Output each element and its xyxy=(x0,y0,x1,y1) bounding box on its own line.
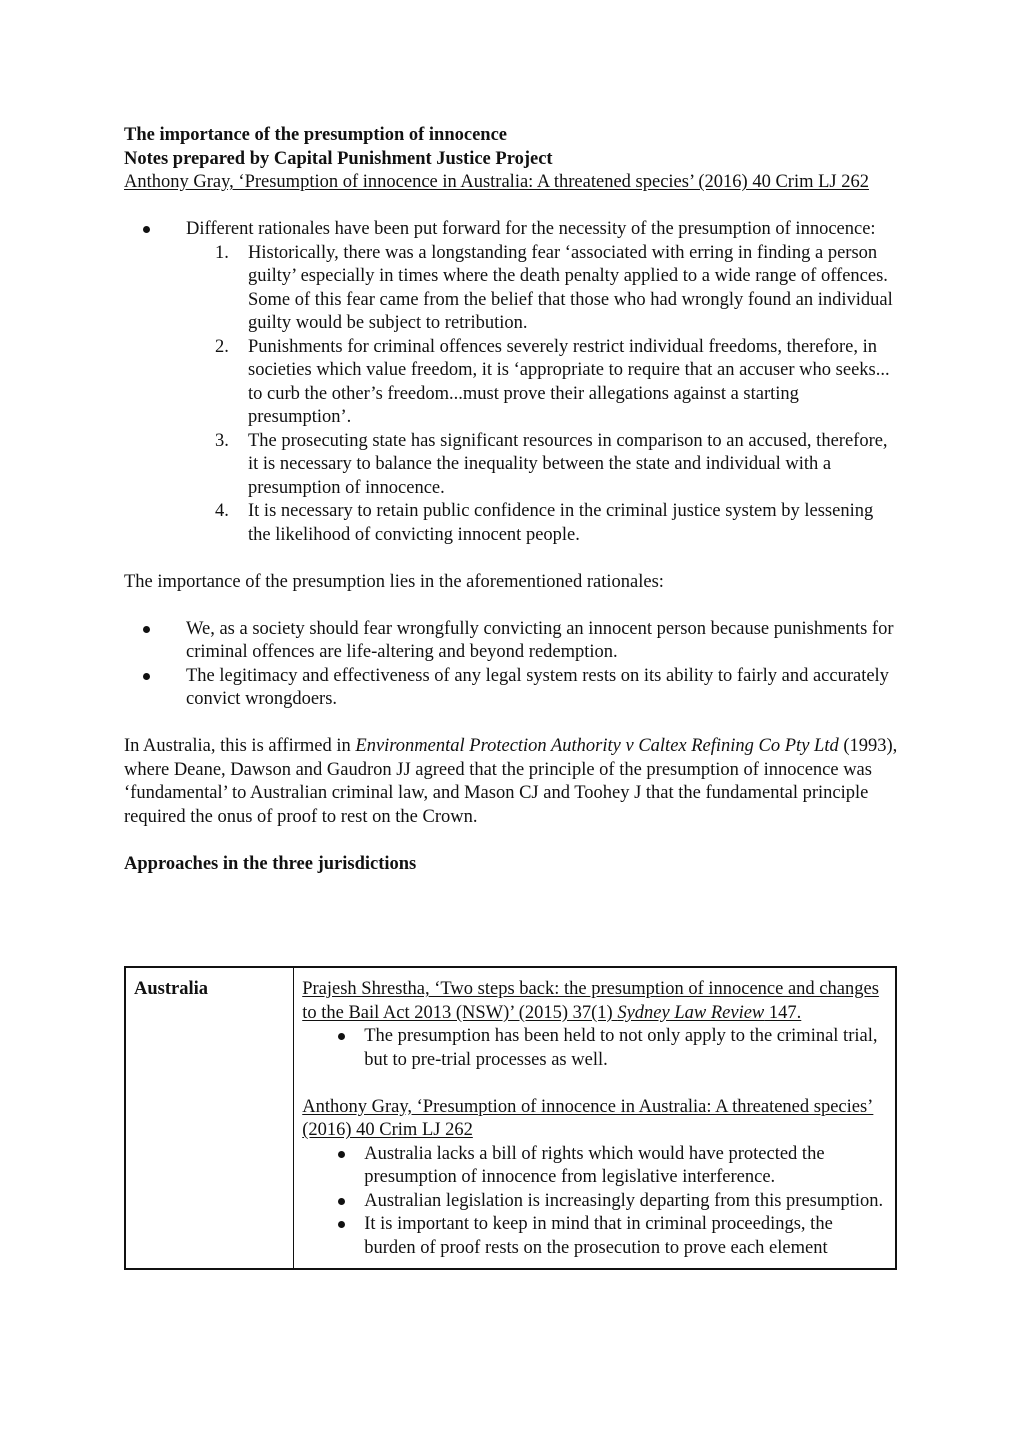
jurisdiction-cell: Australia xyxy=(125,967,294,1269)
bullet-icon xyxy=(143,226,150,233)
item-text: It is necessary to retain public confidence in the criminal justice system by lessening the likelihood of convicting innocent people. xyxy=(248,501,874,545)
paragraph-lead: In Australia, this is affirmed in xyxy=(124,736,356,756)
citation-text: Prajesh Shrestha, ‘Two steps back: the presumption of innocence and changes to the Bail Act 2013 (NSW)’ (2015) 37(1) xyxy=(302,979,879,1023)
source-citation-link[interactable]: Anthony Gray, ‘Presumption of innocence in Australia: A threatened species’ (2016) 40 Crim LJ 262 xyxy=(302,1096,874,1140)
point-text: Australian legislation is increasingly departing from this presumption. xyxy=(364,1190,884,1211)
bullet-icon xyxy=(338,1151,345,1158)
case-name: Environmental Protection Authority v Caltex Refining Co Pty Ltd xyxy=(355,736,839,756)
paragraph-rest: (1993), where Deane, Dawson and Gaudron JJ agreed that the principle of the presumption of innocence was ‘fundamental’ to Australian criminal law, and Mason CJ and Toohey J that the fundamental principle required the onus of proof to rest on the Crown. xyxy=(124,736,898,827)
rationale-item xyxy=(124,336,899,430)
item-text: The prosecuting state has significant resources in comparison to an accused, therefore, it is necessary to balance the inequality between the state and individual with a presumption of innocence. xyxy=(248,430,888,498)
source-citation-link[interactable] xyxy=(302,978,887,1025)
journal-name: Sydney Law Review xyxy=(617,1002,765,1023)
source-point xyxy=(302,1025,887,1072)
item-number: 2. xyxy=(215,336,229,357)
importance-bullet xyxy=(124,618,899,665)
source-points xyxy=(302,1143,887,1261)
item-text: Punishments for criminal offences severely restrict individual freedoms, therefore, in societies which value freedom, it is ‘appropriate to require that an accuser who seeks... to curb the other’s freedom...must prove their allegations against a starting presumption’. xyxy=(248,336,890,427)
bullet-icon xyxy=(143,626,150,633)
rationales-list xyxy=(124,218,899,547)
rationale-item xyxy=(124,242,899,336)
source-citation-link[interactable]: Anthony Gray, ‘Presumption of innocence in Australia: A threatened species’ (2016) 40 Crim LJ 262 xyxy=(124,172,869,192)
item-number: 1. xyxy=(215,242,229,263)
bullet-icon xyxy=(338,1221,345,1228)
item-text: Historically, there was a longstanding fear ‘associated with erring in finding a person guilty’ especially in times where the death penalty applied to a wide range of offences. Some of this fear came from the belief that those who had wrongly found an individual guilty would be subject to retribution. xyxy=(248,242,893,333)
rationales-numbered-list xyxy=(124,242,899,548)
rationales-intro: Different rationales have been put forward for the necessity of the presumption of innocence: xyxy=(186,219,876,239)
source-point xyxy=(302,1190,887,1214)
bullet-text: The legitimacy and effectiveness of any legal system rests on its ability to fairly and accurately convict wrongdoers. xyxy=(186,665,889,709)
importance-bullet xyxy=(124,665,899,712)
source-points xyxy=(302,1025,887,1072)
source-point xyxy=(302,1213,887,1260)
rationales-bullet xyxy=(124,218,899,547)
sources-cell xyxy=(294,967,896,1269)
approaches-heading: Approaches in the three jurisdictions xyxy=(124,853,417,874)
rationale-item xyxy=(124,500,899,547)
importance-intro: The importance of the presumption lies in the aforementioned rationales: xyxy=(124,571,664,592)
jurisdictions-table xyxy=(124,966,897,1270)
citation-tail: 147. xyxy=(764,1002,802,1023)
bullet-icon xyxy=(338,1198,345,1205)
point-text: The presumption has been held to not only apply to the criminal trial, but to pre-trial processes as well. xyxy=(364,1026,878,1070)
importance-list xyxy=(124,618,899,712)
document-page xyxy=(124,124,899,876)
document-subtitle: Notes prepared by Capital Punishment Justice Project xyxy=(124,148,553,169)
item-number: 4. xyxy=(215,501,229,521)
bullet-text: We, as a society should fear wrongfully convicting an innocent person because punishments for criminal offences are life-altering and beyond redemption. xyxy=(186,618,894,662)
item-number: 3. xyxy=(215,430,229,451)
source-point xyxy=(302,1143,887,1190)
rationale-item xyxy=(124,430,899,501)
point-text: It is important to keep in mind that in criminal proceedings, the burden of proof rests on the prosecution to prove each element xyxy=(364,1214,833,1258)
table-row xyxy=(125,967,896,1269)
bullet-icon xyxy=(338,1033,345,1040)
bullet-icon xyxy=(143,673,150,680)
australia-paragraph xyxy=(124,735,899,829)
point-text: Australia lacks a bill of rights which would have protected the presumption of innocence from legislative interference. xyxy=(364,1143,825,1187)
document-title: The importance of the presumption of innocence xyxy=(124,125,507,145)
